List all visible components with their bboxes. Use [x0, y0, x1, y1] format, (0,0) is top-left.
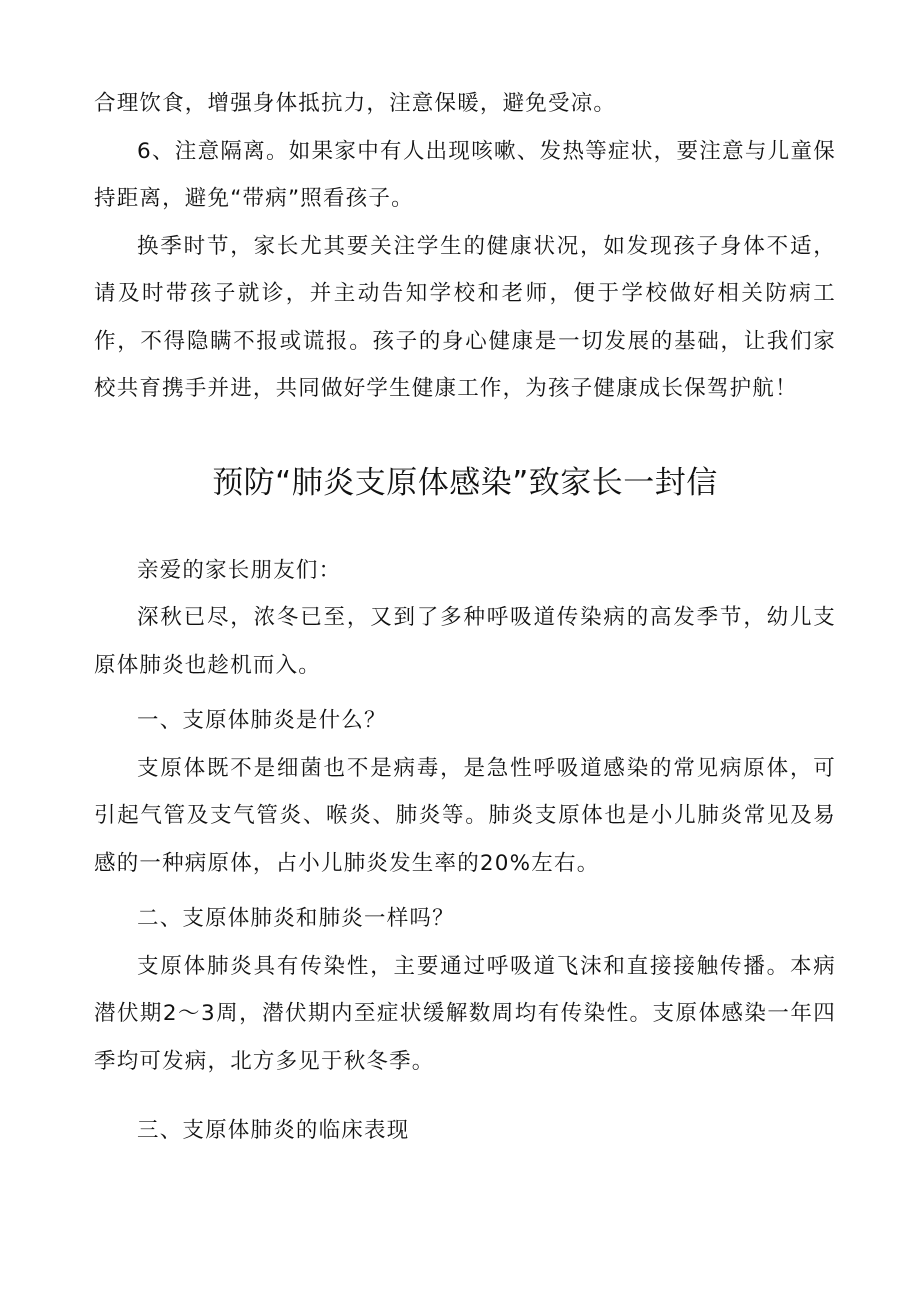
section-heading-2: 二、支原体肺炎和肺炎一样吗？ [137, 906, 455, 931]
section-body-1: 支原体既不是细菌也不是病毒，是急性呼吸道感染的常见病原体，可引起气管及支气管炎、喉炎、肺炎等。肺炎支原体也是小儿肺炎常见及易感的一种病原体，占小儿肺炎发生率的20%左右。 [94, 755, 836, 876]
paragraph-intro: 深秋已尽，浓冬已至，又到了多种呼吸道传染病的高发季节，幼儿支原体肺炎也趁机而入。 [94, 605, 836, 678]
section-heading-3: 三、支原体肺炎的临床表现 [137, 1118, 410, 1143]
letter-title: 预防“肺炎支原体感染”致家长一封信 [212, 464, 718, 501]
document-body [94, 80, 836, 1155]
section-body-2: 支原体肺炎具有传染性，主要通过呼吸道飞沫和直接接触传播。本病潜伏期2～3周，潜伏期内至症状缓解数周均有传染性。支原体感染一年四季均可发病，北方多见于秋冬季。 [94, 953, 836, 1074]
paragraph-isolation-tip: 6、注意隔离。如果家中有人出现咳嗽、发热等症状，要注意与儿童保持距离，避免“带病”照看孩子。 [94, 138, 836, 211]
paragraph-continuation: 合理饮食，增强身体抵抗力，注意保暖，避免受凉。 [94, 91, 617, 116]
paragraph-season-advice: 换季时节，家长尤其要关注学生的健康状况，如发现孩子身体不适，请及时带孩子就诊，并主动告知学校和老师，便于学校做好相关防病工作，不得隐瞒不报或谎报。孩子的身心健康是一切发展的基础，让我们家校共育携手并进，共同做好学生健康工作，为孩子健康成长保驾护航！ [94, 233, 836, 401]
salutation: 亲爱的家长朋友们： [137, 557, 342, 583]
section-heading-1: 一、支原体肺炎是什么？ [137, 708, 387, 733]
